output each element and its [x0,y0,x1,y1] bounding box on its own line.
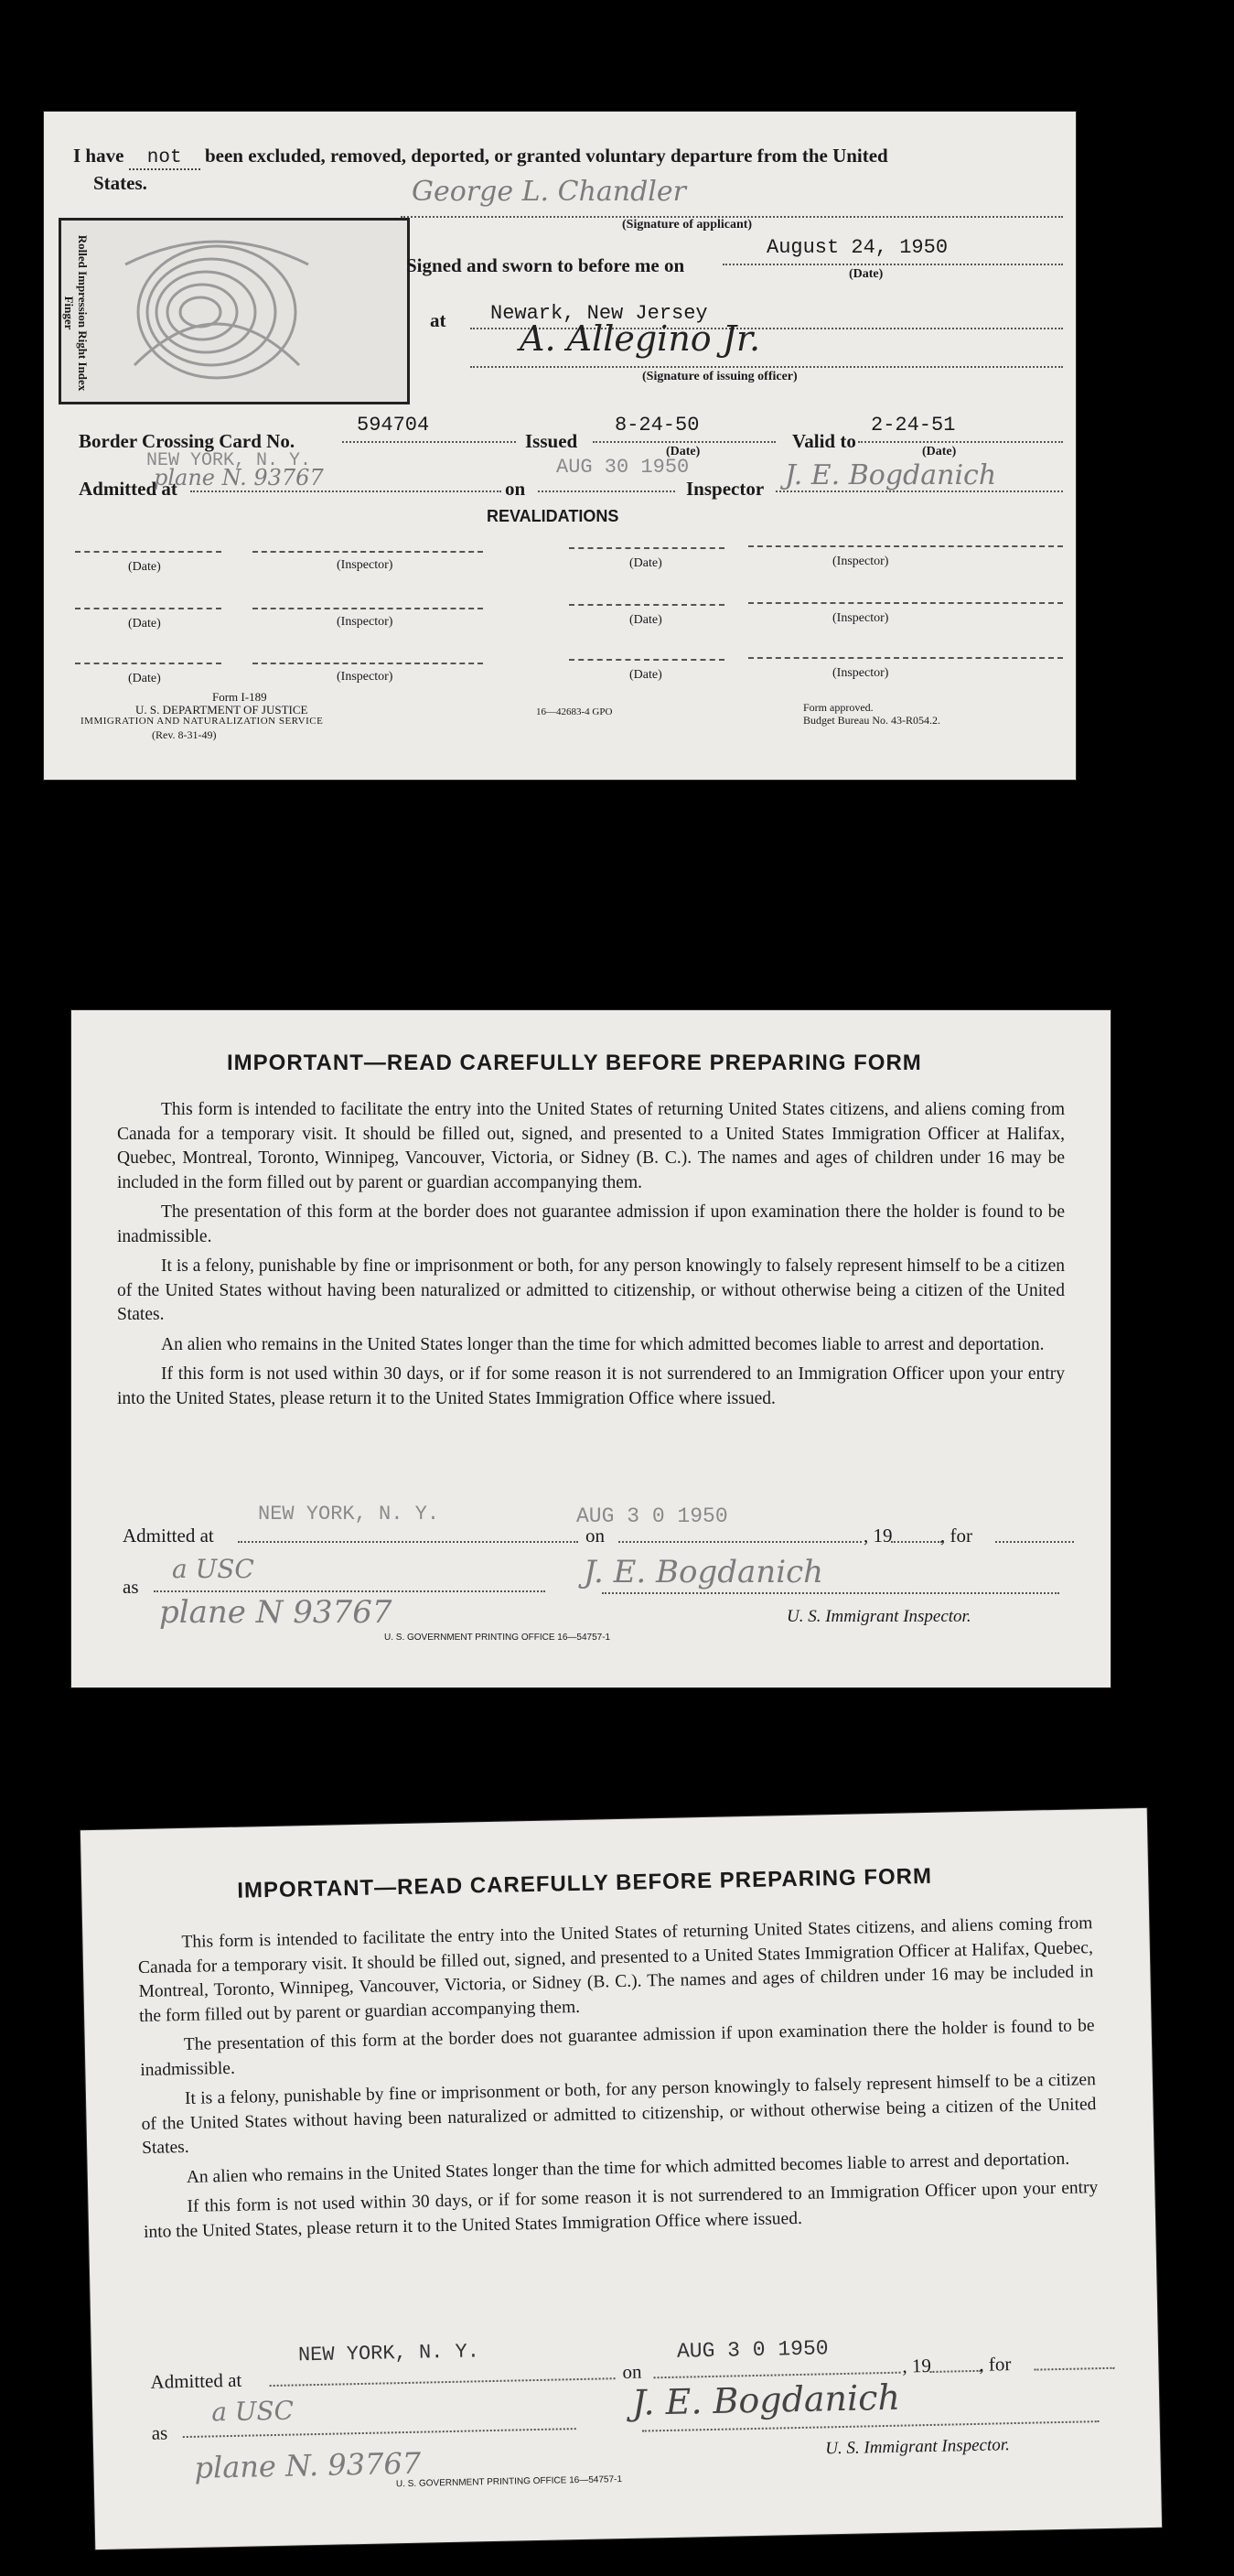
instructions-paragraph-3: It is a felony, punishable by fine or imprisonment or both, for any person knowingly to falsely represent himself to be a citizen of the United States without having been naturalized or admitted to citizenship, or without otherwise being a citizen of the United States. [117,1256,1065,1324]
department-name: U. S. DEPARTMENT OF JUSTICE [135,703,308,717]
reval-date-label: (Date) [629,613,662,627]
plane-handwritten: plane N. 93767 [194,2445,422,2485]
at-label: at [430,309,446,331]
exclusion-suffix: been excluded, removed, deported, or granted voluntary departure from the United [204,145,888,167]
for-label: , for [979,2353,1012,2376]
reval-inspector-label: (Inspector) [337,615,393,629]
exclusion-statement [73,145,888,170]
issued-date-label: (Date) [666,445,701,458]
instructions-paragraph-2: The presentation of this form at the border does not guarantee admission if upon examination there the holder is found to be inadmissible. [140,2016,1095,2080]
valid-label: Valid to [792,430,856,452]
service-name: IMMIGRATION AND NATURALIZATION SERVICE [80,716,324,727]
instructions-body [117,1098,1065,1417]
for-label: , for [940,1525,972,1547]
bcc-label: Border Crossing Card No. [79,430,295,452]
inspector-title: U. S. Immigrant Inspector. [787,1607,971,1626]
plane-handwritten: plane N 93767 [159,1594,392,1631]
sworn-label: Signed and sworn to before me on [406,254,685,276]
valid-value: 2-24-51 [871,414,956,437]
inspector-signature: J. E. Bogdanich [785,459,997,491]
reval-date-label: (Date) [128,560,161,574]
gpo-code: 16—42683-4 GPO [536,706,613,717]
gpo-footer: U. S. GOVERNMENT PRINTING OFFICE 16—54757-1 [384,1633,611,1643]
on-stamp: AUG 3 0 1950 [676,2336,829,2364]
instructions-paragraph-1: This form is intended to facilitate the entry into the United States of returning United States citizens, and aliens coming from Canada for a temporary visit. It should be filled out, signed, and presented to a United States Immigration Officer at Halifax, Quebec, Montreal, Toronto, Winnipeg, Vancouver, Victoria, or Sidney (B. C.). The names and ages of children under 16 may be included in the form filled out by parent or guardian accompanying them. [117,1100,1065,1192]
as-handwritten: a USC [210,2395,295,2428]
on-label: on [505,478,526,500]
important-heading: IMPORTANT—READ CAREFULLY BEFORE PREPARING FORM [227,1051,922,1075]
inspector-title: U. S. Immigrant Inspector. [825,2435,1011,2459]
instructions-card-back-2 [80,1808,1162,2549]
issued-value: 8-24-50 [615,414,700,437]
instructions-card-back-1 [71,1010,1111,1687]
at-place-value: Newark, New Jersey [490,302,708,325]
on-label: on [585,1525,605,1547]
sworn-date-label: (Date) [849,267,884,281]
valid-date-label: (Date) [922,445,957,458]
important-heading: IMPORTANT—READ CAREFULLY BEFORE PREPARING FORM [237,1863,933,1903]
reval-date-label: (Date) [629,668,662,682]
reval-date-label: (Date) [629,556,662,570]
reval-date-label: (Date) [128,617,161,631]
on-label: on [622,2360,642,2384]
budget-bureau: Budget Bureau No. 43-R054.2. [803,714,940,727]
applicant-signature: George L. Chandler [412,176,686,208]
sworn-date-value: August 24, 1950 [767,236,949,259]
fingerprint-impression [116,228,317,393]
inspector-signature: J. E. Bogdanich [584,1554,824,1590]
instructions-paragraph-5: If this form is not used within 30 days, or if for some reason it is not surrendered to an Immigration Officer upon your entry into the United States, please return it to the United States Immigration Office where issued. [117,1364,1065,1408]
applicant-signature-label: (Signature of applicant) [622,218,753,232]
exclusion-not-value: not [129,147,200,170]
revision-date: (Rev. 8-31-49) [152,728,217,741]
inspector-label: Inspector [686,478,765,500]
exclusion-continued: States. [93,172,147,194]
admitted-label: Admitted at [150,2368,242,2393]
reval-inspector-label: (Inspector) [337,558,393,572]
on-stamp: AUG 30 1950 [556,456,690,479]
instructions-body [137,1912,1099,2250]
admitted-stamp: NEW YORK, N. Y. [146,450,312,471]
form-approved: Form approved. [803,701,874,714]
reval-inspector-label: (Inspector) [832,666,889,680]
admitted-stamp: NEW YORK, N. Y. [297,2340,480,2367]
revalidations-heading: REVALIDATIONS [487,507,619,525]
issued-label: Issued [525,430,578,452]
bcc-number-value: 594704 [357,414,430,437]
form-number: Form I-189 [212,690,267,704]
year-suffix: , 19 [864,1525,893,1547]
fingerprint-label: Rolled Impression Right Index Finger [62,234,90,392]
exclusion-prefix: I have [73,145,124,167]
fingerprint-box [59,218,410,404]
inspector-signature: J. E. Bogdanich [631,2377,901,2423]
admitted-stamp: NEW YORK, N. Y. [258,1503,440,1525]
reval-inspector-label: (Inspector) [337,670,393,684]
reval-date-label: (Date) [128,672,161,685]
as-handwritten: a USC [172,1554,254,1584]
officer-signature: A. Allegino Jr. [520,318,761,359]
year-suffix: , 19 [902,2354,932,2377]
on-stamp: AUG 3 0 1950 [576,1504,728,1528]
as-label: as [123,1576,139,1598]
instructions-paragraph-2: The presentation of this form at the border does not guarantee admission if upon examination there the holder is found to be inadmissible. [117,1202,1065,1246]
instructions-paragraph-4: An alien who remains in the United States longer than the time for which admitted becomes liable to arrest and deportation. [186,2149,1070,2187]
instructions-paragraph-4: An alien who remains in the United States longer than the time for which admitted becomes liable to arrest and deportation. [161,1334,1045,1354]
as-label: as [151,2421,168,2444]
officer-signature-label: (Signature of issuing officer) [642,370,798,383]
gpo-footer: U. S. GOVERNMENT PRINTING OFFICE 16—54757-1 [395,2474,623,2490]
instructions-paragraph-5: If this form is not used within 30 days, or if for some reason it is not surrendered to an Immigration Officer upon your entry into the United States, please return it to the United States Immigration Office where issued. [143,2178,1099,2242]
reval-inspector-label: (Inspector) [832,611,889,625]
instructions-paragraph-3: It is a felony, punishable by fine or imprisonment or both, for any person knowingly to falsely represent himself to be a citizen of the United States without having been naturalized or admitted to citizenship, or without otherwise being a citizen of the United States. [141,2070,1097,2158]
admitted-handwritten: plane N. 93767 [154,465,324,490]
admitted-label: Admitted at [79,478,177,500]
border-crossing-card-front [44,112,1076,780]
reval-inspector-label: (Inspector) [832,555,889,568]
instructions-paragraph-1: This form is intended to facilitate the entry into the United States of returning United States citizens, and aliens coming from Canada for a temporary visit. It should be filled out, signed, and presented to a United States Immigration Officer at Halifax, Quebec, Montreal, Toronto, Winnipeg, Vancouver, Victoria, or Sidney (B. C.). The names and ages of children under 16 may be included in the form filled out by parent or guardian accompanying them. [137,1913,1094,2026]
admitted-label: Admitted at [123,1525,214,1547]
